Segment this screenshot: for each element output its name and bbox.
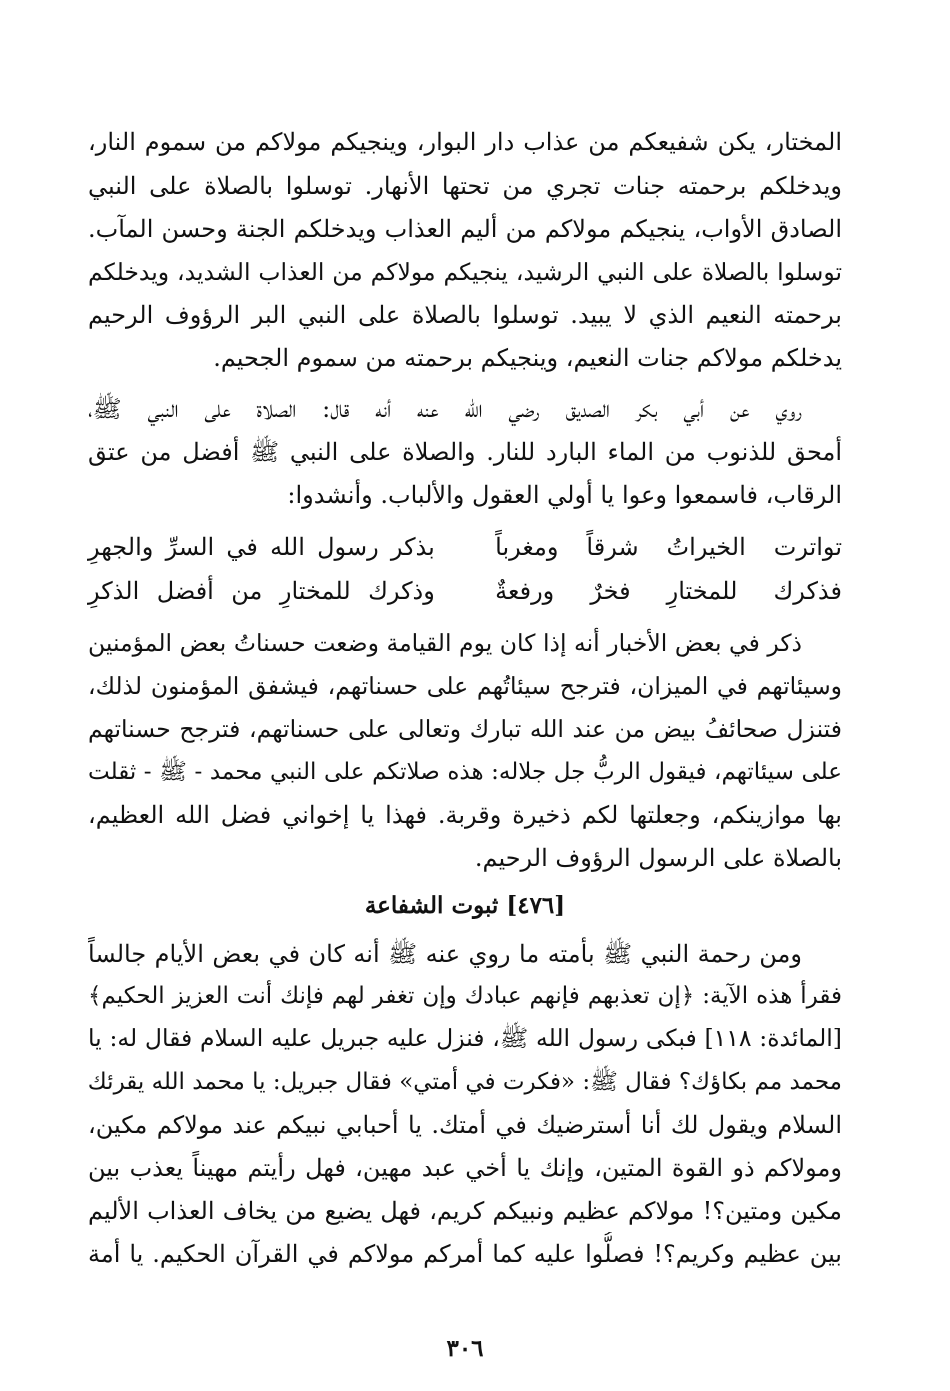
text-line: يدخلكم مولاكم جنات النعيم، وينجيكم برحمته من سموم الجحيم.: [213, 344, 842, 372]
poem-first-hemistich: فذكرك للمختارِ فخرٌ ورفعةٌ: [495, 577, 842, 605]
text-line: ويدخلكم برحمته جنات تجري من تحتها الأنهار. توسلوا بالصلاة على النبي: [88, 172, 842, 200]
text-line: بها موازينكم، وجعلتها لكم ذخيرة وقربة. فهذا يا إخواني فضل الله العظيم،: [88, 801, 842, 829]
text-line: [المائدة: ١١٨] فبكى رسول الله ﷺ، فنزل عليه جبريل عليه السلام فقال له: يا: [88, 1024, 842, 1052]
poem-second-hemistich: بذكر رسول الله في السرِّ والجهرِ: [88, 533, 435, 561]
text-line: ومولاكم ذو القوة المتين، وإنك يا أخي عبد مهين، فهل رأيتم مهيناً يعذب بين: [88, 1154, 842, 1182]
text-line: فتنزل صحائفُ بيض من عند الله تبارك وتعالى على حسناتهم، فترجح حسناتهم: [88, 715, 842, 743]
text-line: الرقاب، فاسمعوا وعوا يا أولي العقول والألباب. وأنشدوا:: [287, 481, 842, 509]
poem-verse: [88, 524, 842, 570]
text-line: مكين ومتين؟! مولاكم عظيم ونبيكم كريم، فهل يضيع من يخاف العذاب الأليم: [88, 1197, 842, 1225]
text-line: برحمته النعيم الذي لا يبيد. توسلوا بالصلاة على النبي البر الرؤوف الرحيم: [88, 301, 842, 329]
text-line: ذكر في بعض الأخبار أنه إذا كان يوم القيامة وضعت حسناتُ بعض المؤمنين: [88, 629, 802, 657]
text-line: وسيئاتهم في الميزان، فترجح سيئاتُهم على حسناتهم، فيشفق المؤمنون لذلك،: [88, 672, 842, 700]
text-line: فقرأ هذه الآية: ﴿إن تعذبهم فإنهم عبادك وإن تغفر لهم فإنك أنت العزيز الحكيم﴾: [88, 983, 842, 1009]
poem-second-hemistich: وذكرك للمختارِ من أفضل الذكرِ: [88, 577, 435, 605]
poem-verse: [88, 568, 842, 614]
text-line: توسلوا بالصلاة على النبي الرشيد، ينجيكم مولاكم من العذاب الشديد، ويدخلكم: [88, 258, 842, 286]
page-body: [88, 110, 842, 1362]
text-line: ومن رحمة النبي ﷺ بأمته ما روي عنه ﷺ أنه كان في بعض الأيام جالساً: [88, 940, 802, 968]
text-line: المختار، يكن شفيعكم من عذاب دار البوار، وينجيكم مولاكم من سموم النار،: [88, 128, 842, 156]
text-line: أمحق للذنوب من الماء البارد للنار. والصلاة على النبي ﷺ أفضل من عتق: [88, 438, 842, 466]
text-line: السلام ويقول لك أنا أسترضيك في أمتك. يا أحبابي نبيكم عند مولاكم مكين،: [88, 1111, 842, 1139]
text-line: الصادق الأواب، ينجيكم مولاكم من أليم العذاب ويدخلكم الجنة وحسن المآب.: [88, 215, 842, 243]
text-line: روي عن أبي بكر الصديق رضي الله عنه أنه قال: الصلاة على النبي ﷺ،: [88, 395, 802, 423]
poem-first-hemistich: تواترت الخيراتُ شرقاً ومغرباً: [495, 533, 842, 561]
text-line: محمد مم بكاؤك؟ فقال ﷺ: «فكرت في أمتي» فقال جبريل: يا محمد الله يقرئك: [88, 1069, 842, 1095]
text-line: على سيئاتهم، فيقول الربُّ جل جلاله: هذه صلاتكم على النبي محمد - ﷺ - ثقلت: [88, 759, 842, 785]
text-line: بين عظيم وكريم؟! فصلُّوا عليه كما أمركم مولاكم في القرآن الحكيم. يا أمة: [88, 1240, 842, 1268]
text-line: بالصلاة على الرسول الرؤوف الرحيم.: [474, 844, 842, 872]
section-heading: [٤٧٦] ثبوت الشفاعة: [364, 892, 566, 919]
page-number: ٣٠٦: [446, 1335, 484, 1362]
